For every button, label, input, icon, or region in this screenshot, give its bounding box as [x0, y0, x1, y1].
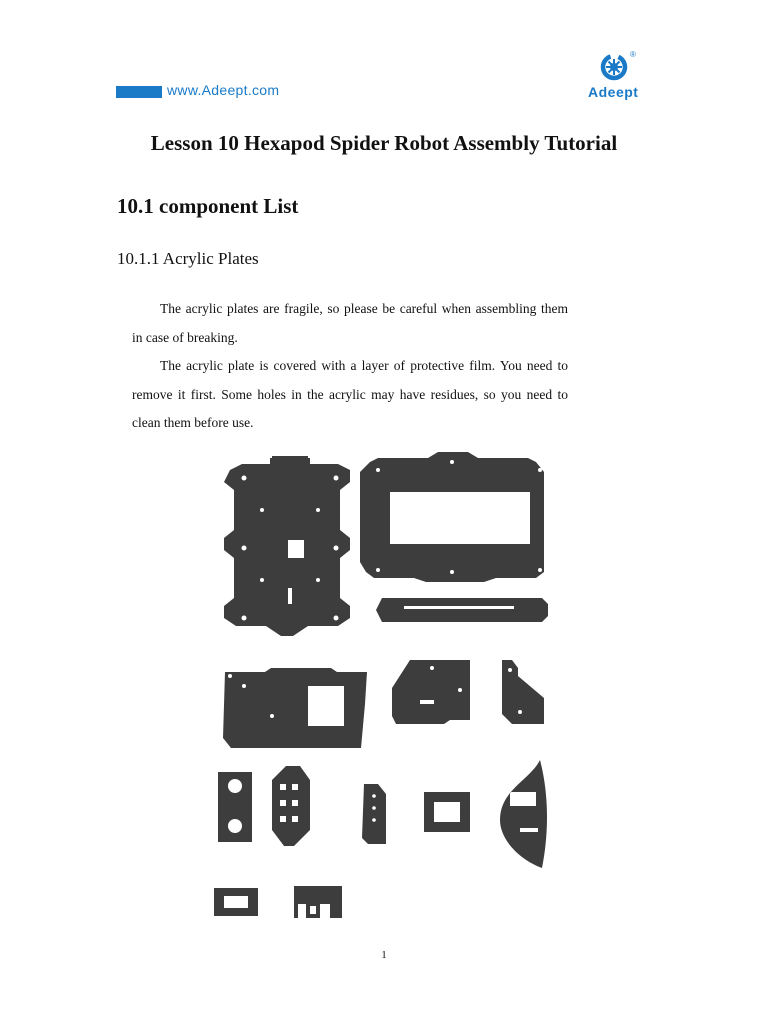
long-strip-plate: [376, 598, 548, 622]
paragraph-protective-film: The acrylic plate is covered with a layer of protective film. You need to remove it first. Some holes in the acrylic may have residues, so you need to clean them before use.: [132, 358, 568, 430]
logo-registered-mark: ®: [630, 50, 636, 59]
small-frame-plate: [214, 888, 258, 916]
section-heading: 10.1 component List: [117, 194, 299, 218]
servo-frame-plate: [424, 792, 470, 832]
small-clip-plate: [294, 886, 342, 918]
frame-plate: [360, 452, 544, 582]
curved-arm-plate: [500, 760, 547, 868]
round-hole-plate: [218, 772, 252, 842]
header-website-link[interactable]: www.Adeept.com: [167, 82, 280, 98]
acrylic-plates-illustration: [200, 445, 570, 930]
tapered-plate: [272, 766, 310, 846]
page-title: Lesson 10 Hexapod Spider Robot Assembly Tutorial: [150, 131, 618, 155]
narrow-bracket-plate: [362, 784, 386, 844]
paragraph-fragile-warning: The acrylic plates are fragile, so please be careful when assembling them in case of breaking.: [132, 301, 568, 345]
mid-left-plate: [223, 668, 367, 748]
header-accent-bar: [116, 86, 162, 98]
subsection-heading: 10.1.1 Acrylic Plates: [117, 249, 259, 268]
page-number: 1: [381, 949, 387, 961]
logo-text: Adeept: [588, 84, 639, 100]
